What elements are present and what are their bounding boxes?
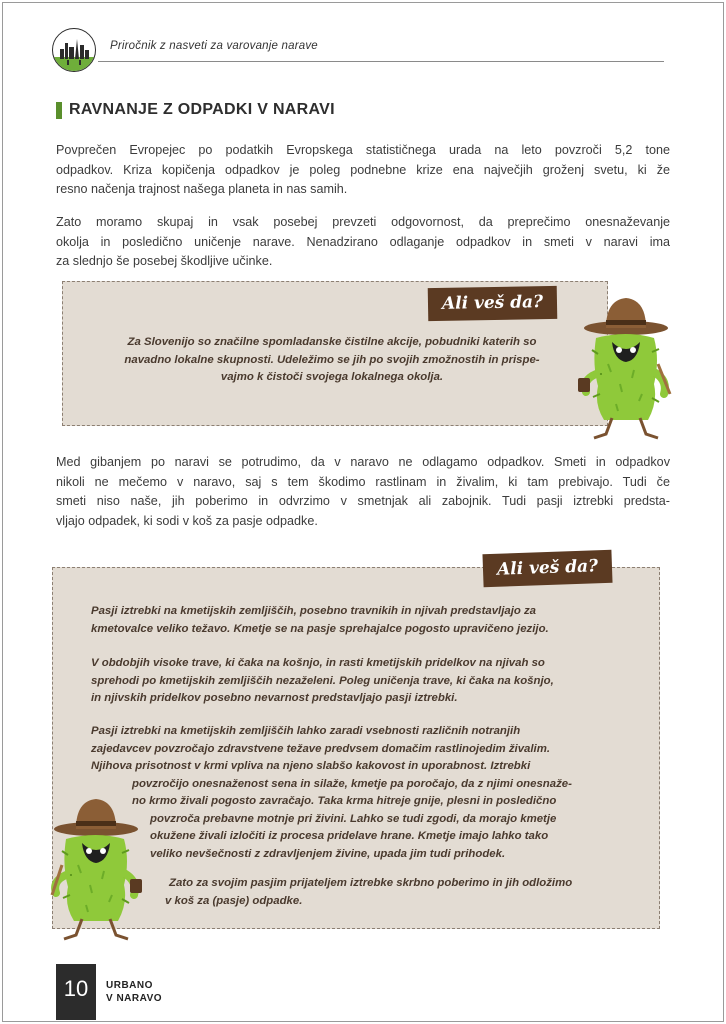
info-box-2-block-4 — [165, 875, 572, 910]
paragraph-line: okolja in posledično uničenje narave. Nenadzirano odlaganje odpadkov in smeti v naravi ima — [56, 234, 670, 249]
header-title: Priročnik z nasveti za varovanje narave — [110, 40, 318, 52]
info-line: vajmo k čistoči svojega lokalnega okolja. — [220, 371, 444, 383]
info-line: no krmo živali pogosto zavračajo. Taka krma hitreje gnije, plesni in posledično — [132, 795, 557, 807]
paragraph-line: nikoli ne mečemo v naravo, saj s tem škodimo rastlinam in živalim, ki tam prebivajo. Tudi če — [56, 474, 670, 489]
info-line: veliko nevšečnosti z zdravljenjem živine, upada jim tudi prihodek. — [150, 847, 506, 860]
info-line: povzroča prebavne motnje pri živini. Lahko se tudi zgodi, da morajo kmetje — [150, 812, 557, 825]
info-line: V obdobjih visoke trave, ki čaka na košnjo, in rasti kmetijskih pridelkov na njivah so — [91, 657, 545, 669]
did-you-know-badge: Ali veš da? — [482, 550, 612, 587]
info-line: okužene živali izločiti iz procesa pridelave hrane. Kmetje imajo lahko tako — [150, 830, 549, 842]
info-line: v koš za (pasje) odpadke. — [165, 894, 303, 907]
did-you-know-badge: Ali veš da? — [428, 286, 558, 321]
info-line: sprehodi po kmetijskih zemljiščih nezaželeni. Poleg uničenja trave, ki čaka na košnjo, — [91, 674, 554, 687]
header-divider — [98, 61, 664, 62]
info-box-2-block-3 — [91, 723, 572, 863]
paragraph-line: Povprečen Evropejec po podatkih Evropskega statističnega urada na leto povzroči 5,2 tone — [56, 143, 670, 157]
info-line: navadno lokalne skupnosti. Udeležimo se jih po svojih zmožnostih in prispe- — [124, 353, 540, 366]
info-line: Pasji iztrebki na kmetijskih zemljiščih lahko zaradi vsebnosti različnih notranjih — [91, 725, 521, 737]
paragraph-line: resno načenja trajnost našega planeta in nas samih. — [56, 182, 348, 196]
footer-brand-line-1: URBANO — [106, 980, 153, 991]
section-title: RAVNANJE Z ODPADKI V NARAVI — [69, 101, 335, 118]
green-furry-mascot-with-hat-icon — [572, 294, 676, 449]
section-accent-bar — [56, 102, 62, 119]
info-line: Zato za svojim pasjim prijateljem iztrebke skrbno poberimo in jih odložimo — [169, 877, 573, 889]
green-furry-mascot-with-hat-icon — [46, 795, 150, 950]
paragraph-line: Zato moramo skupaj in vsak posebej prevzeti odgovornost, da preprečimo onesnaževanje — [56, 215, 670, 229]
footer-brand-line-2: V NARAVO — [106, 993, 163, 1004]
info-line: Za Slovenijo so značilne spomladanske čistilne akcije, pobudniki katerih so — [127, 336, 537, 348]
paragraph-2 — [56, 213, 670, 272]
info-line: kmetovalce veliko težavo. Kmetje se na pasje sprehajalce pogosto upravičeno jezijo. — [91, 622, 549, 635]
info-line: Pasji iztrebki na kmetijskih zemljiščih, posebno travnikih in njivah predstavljajo za — [91, 605, 537, 617]
paragraph-line: za slednjo še posebej škodljive učinke. — [56, 254, 273, 268]
info-box-2-block-1 — [91, 603, 549, 638]
info-box-1-text — [82, 334, 582, 387]
info-line: Njihova prisotnost v krmi vpliva na njeno slabšo kakovost in uporabnost. Iztrebki — [91, 760, 531, 772]
paragraph-line: Med gibanjem po naravi se potrudimo, da v naravo ne odlagamo odpadkov. Smeti in odpadkov — [56, 455, 670, 469]
paragraph-line: odpadkov. Kriza kopičenja odpadkov je poleg podnebne krize ena največjih groženj svetu, ki že — [56, 162, 670, 177]
footer-brand — [106, 979, 162, 1005]
paragraph-line: smeti niso naše, jih poberimo in odvrzimo v smetnjak ali zabojnik. Tudi pasji iztrebki predsta- — [56, 494, 670, 508]
paragraph-line: vljajo odpadek, ki sodi v koš za pasje odpadke. — [56, 513, 318, 528]
info-line: in njivskih pridelkov posebno nevarnost predstavljajo pasji iztrebki. — [91, 692, 458, 704]
paragraph-3 — [56, 453, 670, 531]
info-line: povzročijo onesnaženost sena in silaže, kmetje pa poročajo, da z njimi onesnaže- — [132, 777, 572, 790]
page-number: 10 — [56, 964, 96, 1020]
paragraph-1 — [56, 141, 670, 200]
info-line: zajedavcev povzročajo zdravstvene težave predvsem domačim rastlinojedim živalim. — [91, 742, 550, 755]
info-box-2-block-2 — [91, 655, 554, 708]
city-skyline-logo-icon — [52, 28, 96, 72]
